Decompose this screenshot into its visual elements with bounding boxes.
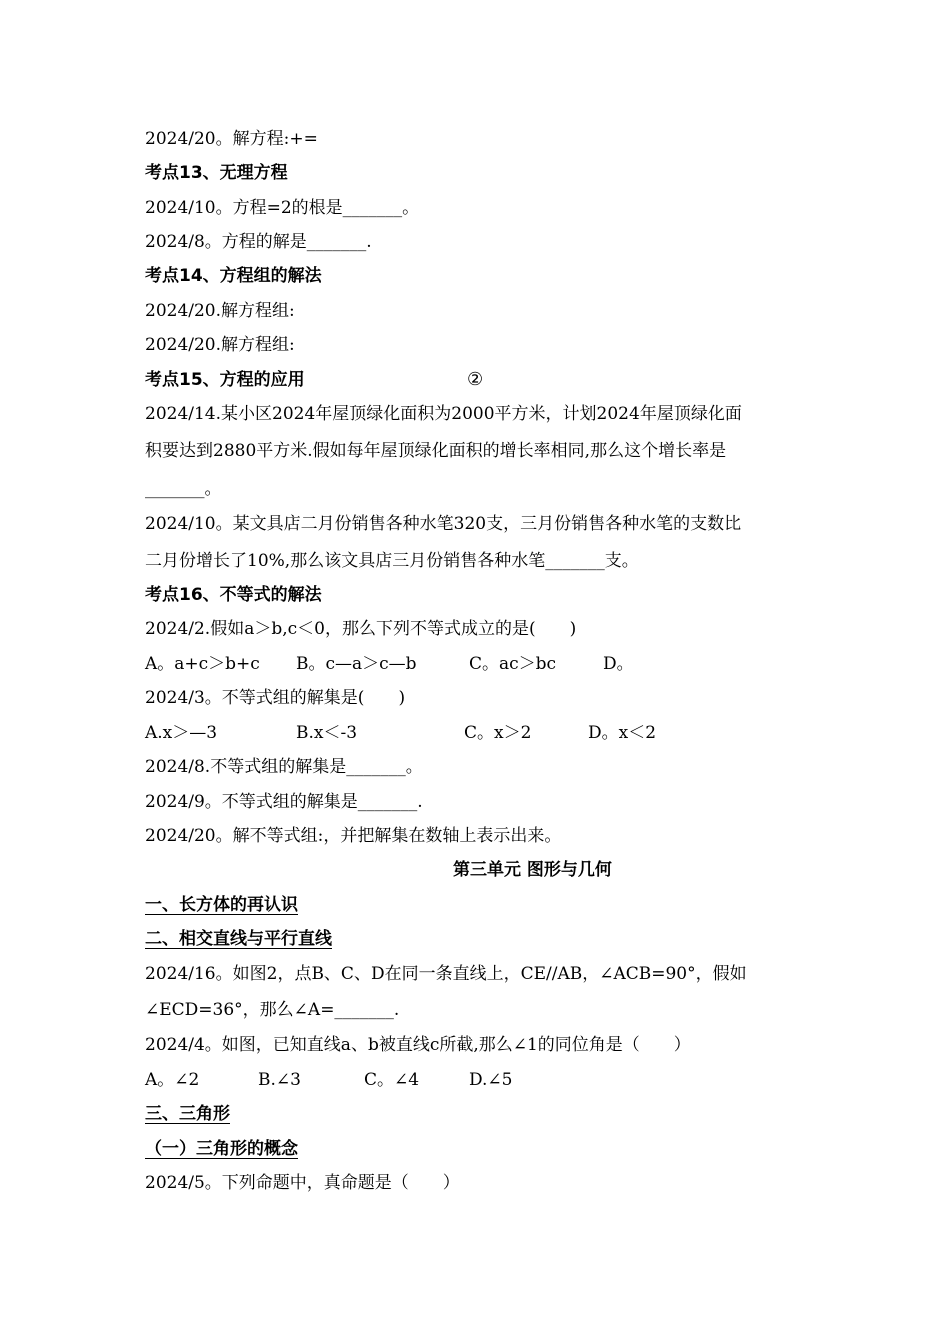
section-heading-3: 三、三角形 [145, 1104, 230, 1124]
option-a: A。∠2 [145, 1070, 200, 1090]
problem-line: 积要达到2880平方米.假如每年屋顶绿化面积的增长率相同,那么这个增长率是 [145, 441, 727, 461]
problem-line: 2024/5。下列命题中，真命题是（ ） [145, 1173, 460, 1193]
option-b: B.∠3 [258, 1070, 301, 1090]
problem-line: 2024/20。解方程:+= [145, 129, 318, 149]
problem-line: 2024/14.某小区2024年屋顶绿化面积为2000平方米，计划2024年屋顶绿化面 [145, 404, 742, 424]
problem-line: 2024/8。方程的解是_______. [145, 232, 372, 252]
topic-heading-16: 考点16、不等式的解法 [145, 585, 322, 605]
problem-line: ∠ECD=36°，那么∠A=_______. [145, 1000, 400, 1020]
problem-line: 2024/10。某文具店二月份销售各种水笔320支，三月份销售各种水笔的支数比 [145, 514, 742, 534]
problem-line: 2024/20.解方程组: [145, 301, 295, 321]
problem-line: 2024/9。不等式组的解集是_______. [145, 792, 423, 812]
option-b: B。c—a＞c—b [296, 654, 417, 674]
problem-line: 2024/8.不等式组的解集是_______。 [145, 757, 423, 777]
problem-line: 2024/20.解方程组: [145, 335, 295, 355]
topic-heading-14: 考点14、方程组的解法 [145, 266, 322, 286]
option-b: B.x＜-3 [296, 723, 358, 743]
option-d: D。x＜2 [588, 723, 657, 743]
option-d: D.∠5 [469, 1070, 513, 1090]
topic-heading-13: 考点13、无理方程 [145, 163, 288, 183]
problem-line: _______。 [145, 479, 222, 499]
option-c: C。x＞2 [464, 723, 532, 743]
topic-heading-15: 考点15、方程的应用 [145, 370, 305, 390]
option-d: D。 [603, 654, 634, 674]
problem-line: 2024/2.假如a＞b,c＜0，那么下列不等式成立的是( ) [145, 619, 577, 639]
subsection-heading: （一）三角形的概念 [145, 1139, 298, 1159]
problem-line: 2024/3。不等式组的解集是( ) [145, 688, 406, 708]
problem-line: 2024/4。如图，已知直线a、b被直线c所截,那么∠1的同位角是（ ） [145, 1035, 691, 1055]
section-heading-2: 二、相交直线与平行直线 [145, 929, 332, 949]
problem-line: 2024/10。方程=2的根是_______。 [145, 198, 420, 218]
unit-heading: 第三单元 图形与几何 [453, 860, 612, 880]
problem-line: 2024/16。如图2，点B、C、D在同一条直线上，CE//AB，∠ACB=90°，假如 [145, 964, 747, 984]
option-a: A。a+c＞b+c [145, 654, 260, 674]
option-c: C。∠4 [364, 1070, 420, 1090]
section-heading-1: 一、长方体的再认识 [145, 895, 298, 915]
option-a: A.x＞—3 [145, 723, 218, 743]
problem-line: 2024/20。解不等式组:，并把解集在数轴上表示出来。 [145, 826, 562, 846]
circled-number-2: ② [467, 369, 484, 390]
option-c: C。ac＞bc [469, 654, 557, 674]
problem-line: 二月份增长了10%,那么该文具店三月份销售各种水笔_______支。 [145, 551, 639, 571]
